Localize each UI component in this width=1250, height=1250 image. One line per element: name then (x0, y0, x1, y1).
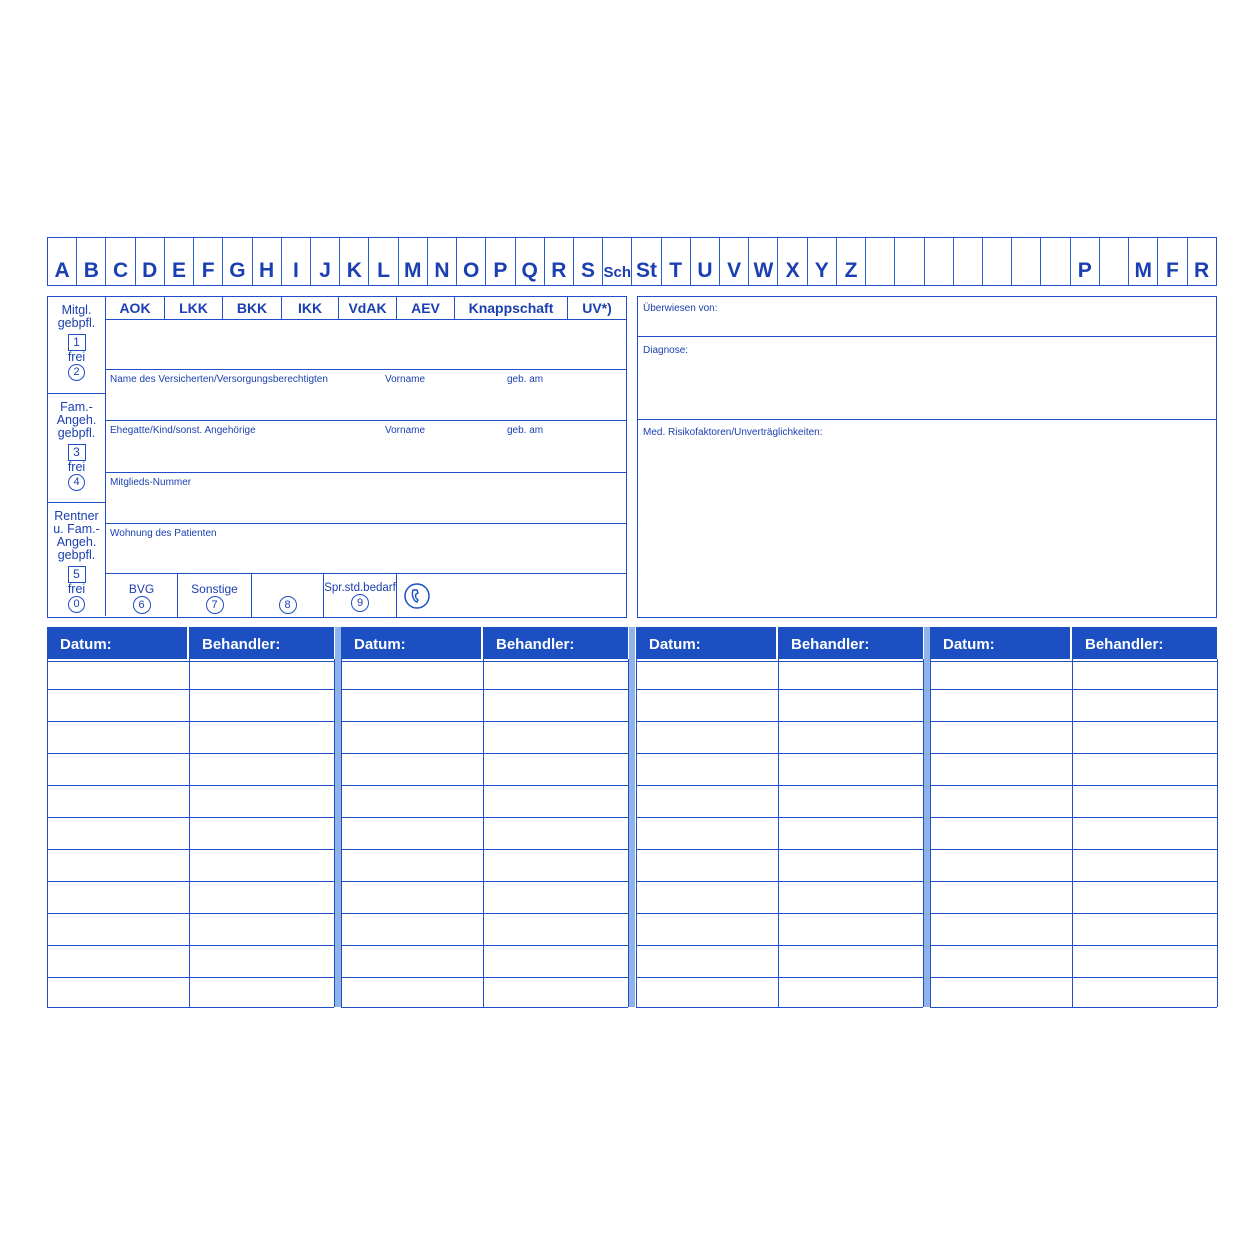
datum-cell[interactable] (47, 977, 189, 1007)
alphabet-cell[interactable]: Z (837, 238, 866, 285)
insurer-uv[interactable]: UV*) (582, 300, 612, 316)
alphabet-cell[interactable]: P (1071, 238, 1100, 285)
alphabet-cell[interactable]: L (369, 238, 398, 285)
alphabet-cell[interactable]: B (77, 238, 106, 285)
alphabet-cell[interactable]: G (223, 238, 252, 285)
behandler-cell[interactable] (1072, 849, 1217, 881)
datum-cell[interactable] (47, 913, 189, 945)
behandler-cell[interactable] (778, 849, 923, 881)
datum-cell[interactable] (636, 913, 778, 945)
behandler-cell[interactable] (1072, 753, 1217, 785)
datum-cell[interactable] (636, 785, 778, 817)
datum-header: Datum: (341, 627, 481, 659)
behandler-cell[interactable] (483, 689, 628, 721)
behandler-cell[interactable] (778, 817, 923, 849)
datum-cell[interactable] (47, 785, 189, 817)
insurer-vdak[interactable]: VdAK (339, 297, 397, 319)
insured-name-label: Name des Versicherten/Versorgungsberechtigten (110, 374, 328, 385)
datum-cell[interactable] (930, 817, 1072, 849)
alphabet-cell[interactable]: R (1194, 259, 1210, 282)
datum-cell[interactable] (930, 849, 1072, 881)
datum-cell[interactable] (636, 881, 778, 913)
behandler-cell[interactable] (189, 849, 334, 881)
group-separator (629, 627, 635, 1007)
pensioner-frei-label: frei (67, 582, 86, 596)
log-group (341, 627, 628, 1007)
datum-cell[interactable] (636, 689, 778, 721)
datum-header: Datum: (636, 627, 776, 659)
alphabet-cell[interactable]: F (1158, 238, 1187, 285)
behandler-cell[interactable] (189, 661, 334, 689)
insured-firstname-label: Vorname (385, 374, 426, 385)
member-status (48, 297, 106, 394)
datum-cell[interactable] (341, 849, 483, 881)
datum-cell[interactable] (930, 721, 1072, 753)
datum-cell[interactable] (341, 689, 483, 721)
alphabet-cell[interactable]: E (165, 238, 194, 285)
alphabet-cell[interactable] (895, 238, 924, 285)
behandler-cell[interactable] (778, 785, 923, 817)
datum-cell[interactable] (47, 721, 189, 753)
insurer-bkk[interactable]: BKK (223, 297, 282, 319)
behandler-header: Behandler: (1072, 627, 1217, 659)
behandler-cell[interactable] (483, 721, 628, 753)
alphabet-cell[interactable]: X (778, 238, 807, 285)
behandler-cell[interactable] (483, 753, 628, 785)
alphabet-cell[interactable]: N (428, 238, 457, 285)
behandler-cell[interactable] (189, 977, 334, 1007)
alphabet-cell[interactable] (1100, 238, 1129, 285)
alphabet-cell[interactable]: K (340, 238, 369, 285)
row-line (636, 1007, 923, 1008)
datum-header: Datum: (930, 627, 1070, 659)
behandler-cell[interactable] (778, 913, 923, 945)
behandler-cell[interactable] (1072, 817, 1217, 849)
behandler-cell[interactable] (189, 881, 334, 913)
phone-cell[interactable] (397, 574, 626, 617)
extra-options (106, 574, 626, 617)
log-group (636, 627, 923, 1007)
alphabet-cell[interactable] (925, 238, 954, 285)
alphabet-cell[interactable]: Q (516, 238, 545, 285)
behandler-cell[interactable] (483, 913, 628, 945)
member-label: Mitgl. gebpfl. (57, 303, 96, 330)
row-line (341, 1007, 628, 1008)
sonstige-label: Sonstige (191, 582, 238, 596)
insurer-knappschaft[interactable]: Knappschaft (455, 297, 568, 319)
datum-cell[interactable] (930, 881, 1072, 913)
datum-cell[interactable] (47, 945, 189, 977)
spr-label: Spr.std.bedarf (324, 582, 396, 594)
alphabet-cell[interactable]: C (106, 238, 135, 285)
behandler-cell[interactable] (483, 785, 628, 817)
datum-cell[interactable] (47, 689, 189, 721)
diagnosis-field[interactable] (638, 337, 1216, 420)
datum-header: Datum: (47, 627, 187, 659)
alphabet-cell[interactable]: I (282, 238, 311, 285)
datum-cell[interactable] (341, 817, 483, 849)
option-8-circle: 8 (279, 596, 297, 614)
datum-cell[interactable] (47, 753, 189, 785)
alphabet-cell[interactable]: Y (808, 238, 837, 285)
option-spr[interactable] (324, 574, 397, 617)
datum-cell[interactable] (341, 661, 483, 689)
insured-name-row[interactable] (106, 370, 626, 421)
row-line (47, 1007, 334, 1008)
pensioner-label: Rentner u. Fam.- Angeh. gebpfl. (53, 509, 100, 562)
insurer-header (106, 297, 626, 320)
behandler-cell[interactable] (483, 977, 628, 1007)
insurer-aev[interactable]: AEV (397, 297, 455, 319)
family-status (48, 394, 106, 503)
datum-cell[interactable] (636, 945, 778, 977)
datum-cell[interactable] (636, 661, 778, 689)
behandler-cell[interactable] (778, 977, 923, 1007)
datum-cell[interactable] (636, 721, 778, 753)
datum-cell[interactable] (930, 945, 1072, 977)
phone-icon (403, 582, 431, 610)
alphabet-cell[interactable]: D (136, 238, 165, 285)
alphabet-cell[interactable]: T (662, 238, 691, 285)
datum-cell[interactable] (930, 913, 1072, 945)
behandler-header: Behandler: (483, 627, 628, 659)
alphabet-cell[interactable]: M (1129, 238, 1158, 285)
member-checkbox[interactable]: 1 (68, 334, 86, 351)
behandler-cell[interactable] (778, 753, 923, 785)
member-number-label: Mitglieds-Nummer (110, 477, 192, 488)
insurance-block (47, 296, 627, 618)
alphabet-cell[interactable] (866, 238, 895, 285)
alphabet-cell[interactable] (1012, 238, 1041, 285)
alphabet-cell[interactable]: O (457, 238, 486, 285)
behandler-cell[interactable] (1072, 721, 1217, 753)
option-8[interactable] (252, 574, 324, 617)
bvg-circle: 6 (133, 596, 151, 614)
relative-birthdate-label: geb. am (507, 425, 544, 436)
alphabet-cell[interactable]: V (720, 238, 749, 285)
insured-birthdate-label: geb. am (507, 374, 544, 385)
alphabet-cell[interactable] (954, 238, 983, 285)
address-row[interactable] (106, 524, 626, 574)
datum-cell[interactable] (341, 785, 483, 817)
datum-cell[interactable] (636, 753, 778, 785)
alphabet-index-strip (47, 237, 1217, 286)
datum-cell[interactable] (341, 977, 483, 1007)
behandler-cell[interactable] (1072, 945, 1217, 977)
behandler-cell[interactable] (189, 817, 334, 849)
diagnosis-label: Diagnose: (643, 345, 689, 356)
behandler-cell[interactable] (189, 721, 334, 753)
datum-cell[interactable] (341, 721, 483, 753)
relative-name-row[interactable] (106, 421, 626, 473)
family-checkbox[interactable]: 3 (68, 444, 86, 461)
alphabet-cell[interactable]: P (486, 238, 515, 285)
member-frei-label: frei (67, 350, 86, 364)
alphabet-cell[interactable]: F (194, 238, 223, 285)
sonstige-circle: 7 (206, 596, 224, 614)
family-frei-option[interactable]: 4 (68, 474, 85, 491)
alphabet-cell[interactable]: S (574, 238, 603, 285)
family-frei-label: frei (67, 460, 86, 474)
behandler-cell[interactable] (778, 881, 923, 913)
behandler-cell[interactable] (778, 661, 923, 689)
pensioner-status (48, 503, 106, 616)
datum-cell[interactable] (341, 753, 483, 785)
datum-cell[interactable] (341, 913, 483, 945)
option-bvg[interactable] (106, 574, 178, 617)
behandler-cell[interactable] (189, 913, 334, 945)
behandler-cell[interactable] (1072, 913, 1217, 945)
insurer-entry-field[interactable] (106, 319, 626, 370)
datum-cell[interactable] (930, 689, 1072, 721)
referral-label: Überwiesen von: (643, 303, 718, 314)
behandler-header: Behandler: (189, 627, 334, 659)
behandler-cell[interactable] (483, 661, 628, 689)
datum-cell[interactable] (636, 849, 778, 881)
alphabet-cell[interactable]: H (253, 238, 282, 285)
alphabet-cell[interactable] (983, 238, 1012, 285)
datum-cell[interactable] (47, 881, 189, 913)
row-line (930, 1007, 1217, 1008)
datum-cell[interactable] (930, 753, 1072, 785)
family-label: Fam.- Angeh. gebpfl. (56, 400, 97, 440)
behandler-cell[interactable] (483, 881, 628, 913)
alphabet-cell[interactable]: R (545, 238, 574, 285)
option-sonstige[interactable] (178, 574, 252, 617)
behandler-cell[interactable] (189, 785, 334, 817)
behandler-cell[interactable] (189, 753, 334, 785)
behandler-cell[interactable] (1072, 977, 1217, 1007)
risk-factors-label: Med. Risikofaktoren/Unverträglichkeiten: (643, 427, 823, 438)
behandler-header: Behandler: (778, 627, 923, 659)
alphabet-cell[interactable]: St (632, 238, 661, 285)
datum-cell[interactable] (930, 661, 1072, 689)
datum-cell[interactable] (930, 977, 1072, 1007)
referral-diagnosis-block (637, 296, 1217, 618)
alphabet-cell[interactable]: U (691, 238, 720, 285)
behandler-cell[interactable] (1072, 689, 1217, 721)
behandler-cell[interactable] (483, 945, 628, 977)
relative-firstname-label: Vorname (385, 425, 426, 436)
datum-cell[interactable] (636, 977, 778, 1007)
alphabet-cell[interactable]: W (749, 238, 778, 285)
behandler-cell[interactable] (778, 721, 923, 753)
bvg-label: BVG (128, 582, 155, 596)
datum-cell[interactable] (341, 945, 483, 977)
datum-cell[interactable] (930, 785, 1072, 817)
behandler-cell[interactable] (483, 817, 628, 849)
alphabet-cell[interactable]: J (311, 238, 340, 285)
behandler-cell[interactable] (189, 689, 334, 721)
behandler-cell[interactable] (1072, 661, 1217, 689)
log-group (47, 627, 334, 1007)
insurer-lkk[interactable]: LKK (165, 297, 223, 319)
behandler-cell[interactable] (483, 849, 628, 881)
alphabet-cell[interactable]: M (399, 238, 428, 285)
relative-name-label: Ehegatte/Kind/sonst. Angehörige (110, 425, 256, 436)
referral-field[interactable] (638, 297, 1216, 337)
alphabet-cell[interactable]: Sch (603, 238, 632, 285)
datum-cell[interactable] (47, 817, 189, 849)
behandler-cell[interactable] (189, 945, 334, 977)
risk-factors-field[interactable] (638, 420, 1216, 617)
pensioner-checkbox[interactable]: 5 (68, 566, 86, 583)
member-frei-option[interactable]: 2 (68, 364, 85, 381)
member-number-row[interactable] (106, 473, 626, 524)
behandler-cell[interactable] (778, 689, 923, 721)
alphabet-cell[interactable] (1041, 238, 1070, 285)
column-line (1217, 659, 1218, 1007)
datum-cell[interactable] (47, 661, 189, 689)
datum-cell[interactable] (636, 817, 778, 849)
insurer-aok[interactable]: AOK (106, 297, 165, 319)
address-label: Wohnung des Patienten (110, 528, 217, 539)
behandler-cell[interactable] (1072, 785, 1217, 817)
behandler-cell[interactable] (1072, 881, 1217, 913)
datum-cell[interactable] (47, 849, 189, 881)
log-group (930, 627, 1217, 1007)
insurer-ikk[interactable]: IKK (282, 297, 339, 319)
spr-circle: 9 (351, 594, 369, 612)
behandler-cell[interactable] (778, 945, 923, 977)
pensioner-frei-option[interactable]: 0 (68, 596, 85, 613)
alphabet-cell[interactable]: A (48, 238, 77, 285)
datum-cell[interactable] (341, 881, 483, 913)
